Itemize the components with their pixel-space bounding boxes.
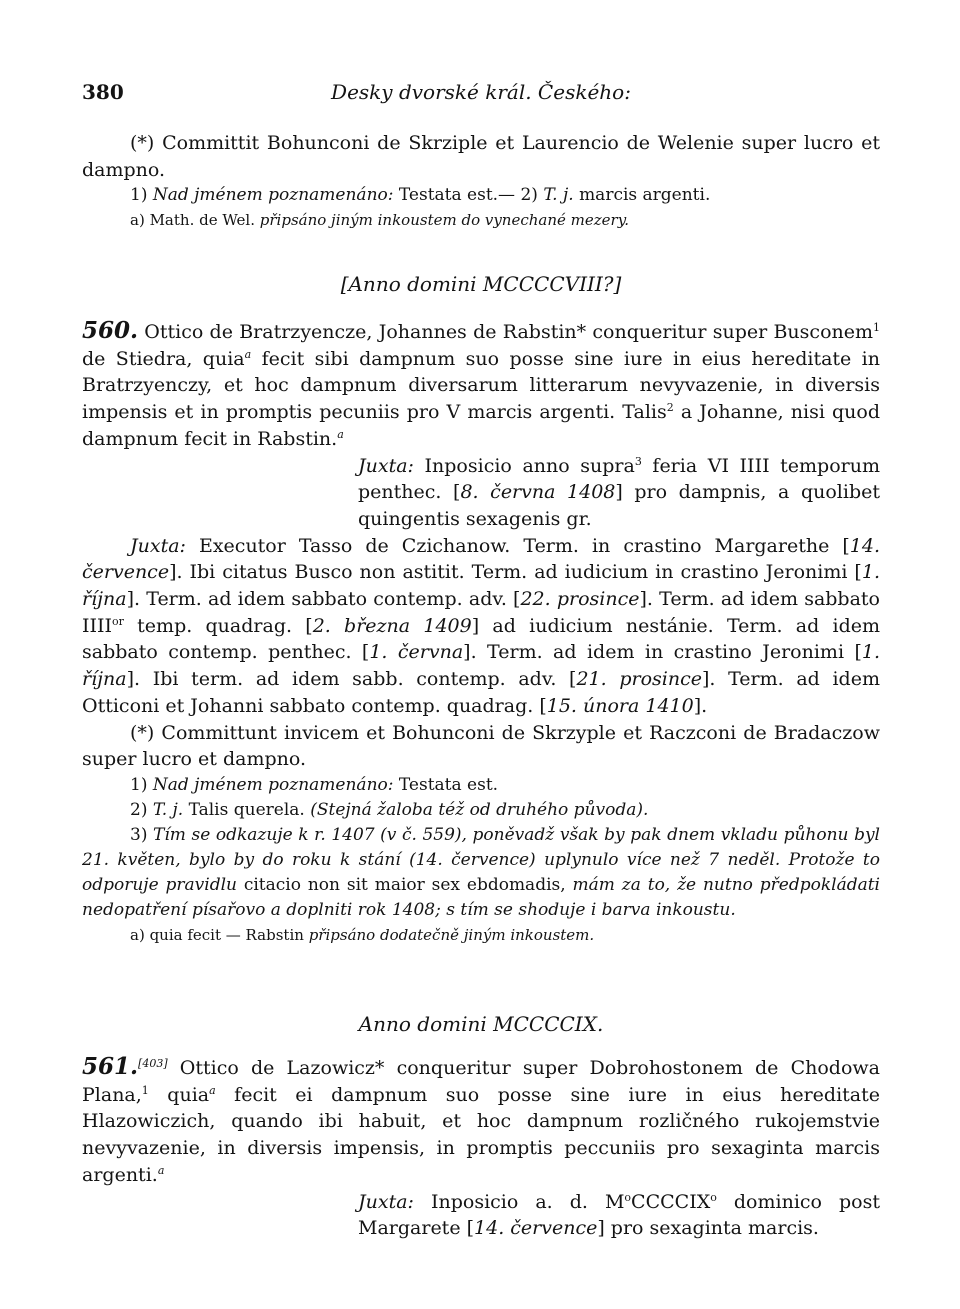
page-number: 380 [82,80,124,104]
entry-560-paragraph: 560. Ottico de Bratrzyencze, Johannes de Rabstin* conqueritur super Busconem$^1$ de Stiedra, quia$^a$ fecit sibi dampnum suo posse sine iure in eius hereditate in Bratrzyenczy, et hoc dampnum diversarum litterarum nevyvazenie, in diversis impensis et in promptis pecuniis pro V marcis argenti. Talis$^2$ a Johanne, nisi quod dampnum fecit in Rabstin.$^a$ [82,317,881,450]
juxta-inposicio-561: Juxta: Inposicio a. d. $M^oCCCCIX^o$ dominico post Margarete [14. července] pro sexaginta marcis. [358,1190,880,1240]
footnote-1: 1) Nad jménem poznamenáno: Testata est.— 2) T. j. marcis argenti. [130,185,711,206]
year-heading-1408: [Anno domini MCCCCVIII?] [340,272,622,296]
entry-number: 561. [82,1053,139,1080]
committunt-paragraph: (*) Committunt invicem et Bohunconi de Skrzyple et Raczconi de Bradaczow super lucro et dampno. [82,721,880,771]
entry-561 [82,1054,880,1242]
folio-marker: [403] [138,1057,168,1070]
entry-560 [82,318,880,947]
entry-number: 560. [82,317,139,344]
top-continuation [82,130,880,232]
juxta-executor: Juxta: Executor Tasso de Czichanow. Term. in crastino Margarethe [14. července]. Ibi citatus Busco non astitit. Term. ad iudicium in crastino Jeronimi [1. října]. Term. ad idem sabbato contemp. adv. [22. prosince]. Term. ad idem sabbato $IIII^{or}$ temp. quadrag. [2. března 1409] ad iudicium nestánie. Term. ad idem sabbato contemp. penthec. [1. června]. Term. ad idem in crastino Jeronimi [1. října]. Ibi term. ad idem sabb. contemp. adv. [21. prosince]. Term. ad idem Otticoni et Johanni sabbato contemp. quadrag. [15. února 1410]. [82,534,881,717]
footnote-560-3: 3) Tím se odkazuje k r. 1407 (v č. 559), poněvadž však by pak dnem vkladu půhonu byl 21. květen, bylo by do roku k stání (14. července) uplynulo více než 7 neděl. Protože to odporuje pravidlu citacio non sit maior sex ebdomadis, mám za to, že nutno předpokládati nedopatření písařovo a doplniti rok 1408; s tím se shoduje i barva inkoustu. [82,824,880,920]
committit-paragraph: (*) Committit Bohunconi de Skrziple et Laurencio de Welenie super lucro et dampno. [82,132,880,181]
footnote-560-a: a) quia fecit — Rabstin připsáno dodatečně jiným inkoustem. [130,925,595,944]
juxta-inposicio: Juxta: Inposicio anno supra$^3$ feria VI IIII temporum penthec. [8. června 1408] pro dampnis, a quolibet quingentis sexagenis gr. [358,454,880,530]
page-header [82,80,880,110]
footnote-560-1: 1) Nad jménem poznamenáno: Testata est. [130,774,499,795]
footnote-560-2: 2) T. j. Talis querela. (Stejná žaloba též od druhého původa). [130,799,649,820]
running-title: Desky dvorské král. Českého: [331,80,631,104]
year-heading-1409: Anno domini MCCCCIX. [358,1012,604,1036]
entry-561-paragraph: 561.[403] Ottico de Lazowicz* conqueritur super Dobrohostonem de Chodowa Plana,$^1$ quia$^a$ fecit ei dampnum suo posse sine iure in eius hereditate Hlazowiczich, quando ibi habuit, et hoc dampnum rozličného rukojemstvie nevyvazenie, in diversis impensis, in promptis peccuniis pro sexaginta marcis argenti.$^a$ [82,1053,880,1186]
footnote-a: a) Math. de Wel. připsáno jiným inkoustem do vynechané mezery. [130,211,629,230]
